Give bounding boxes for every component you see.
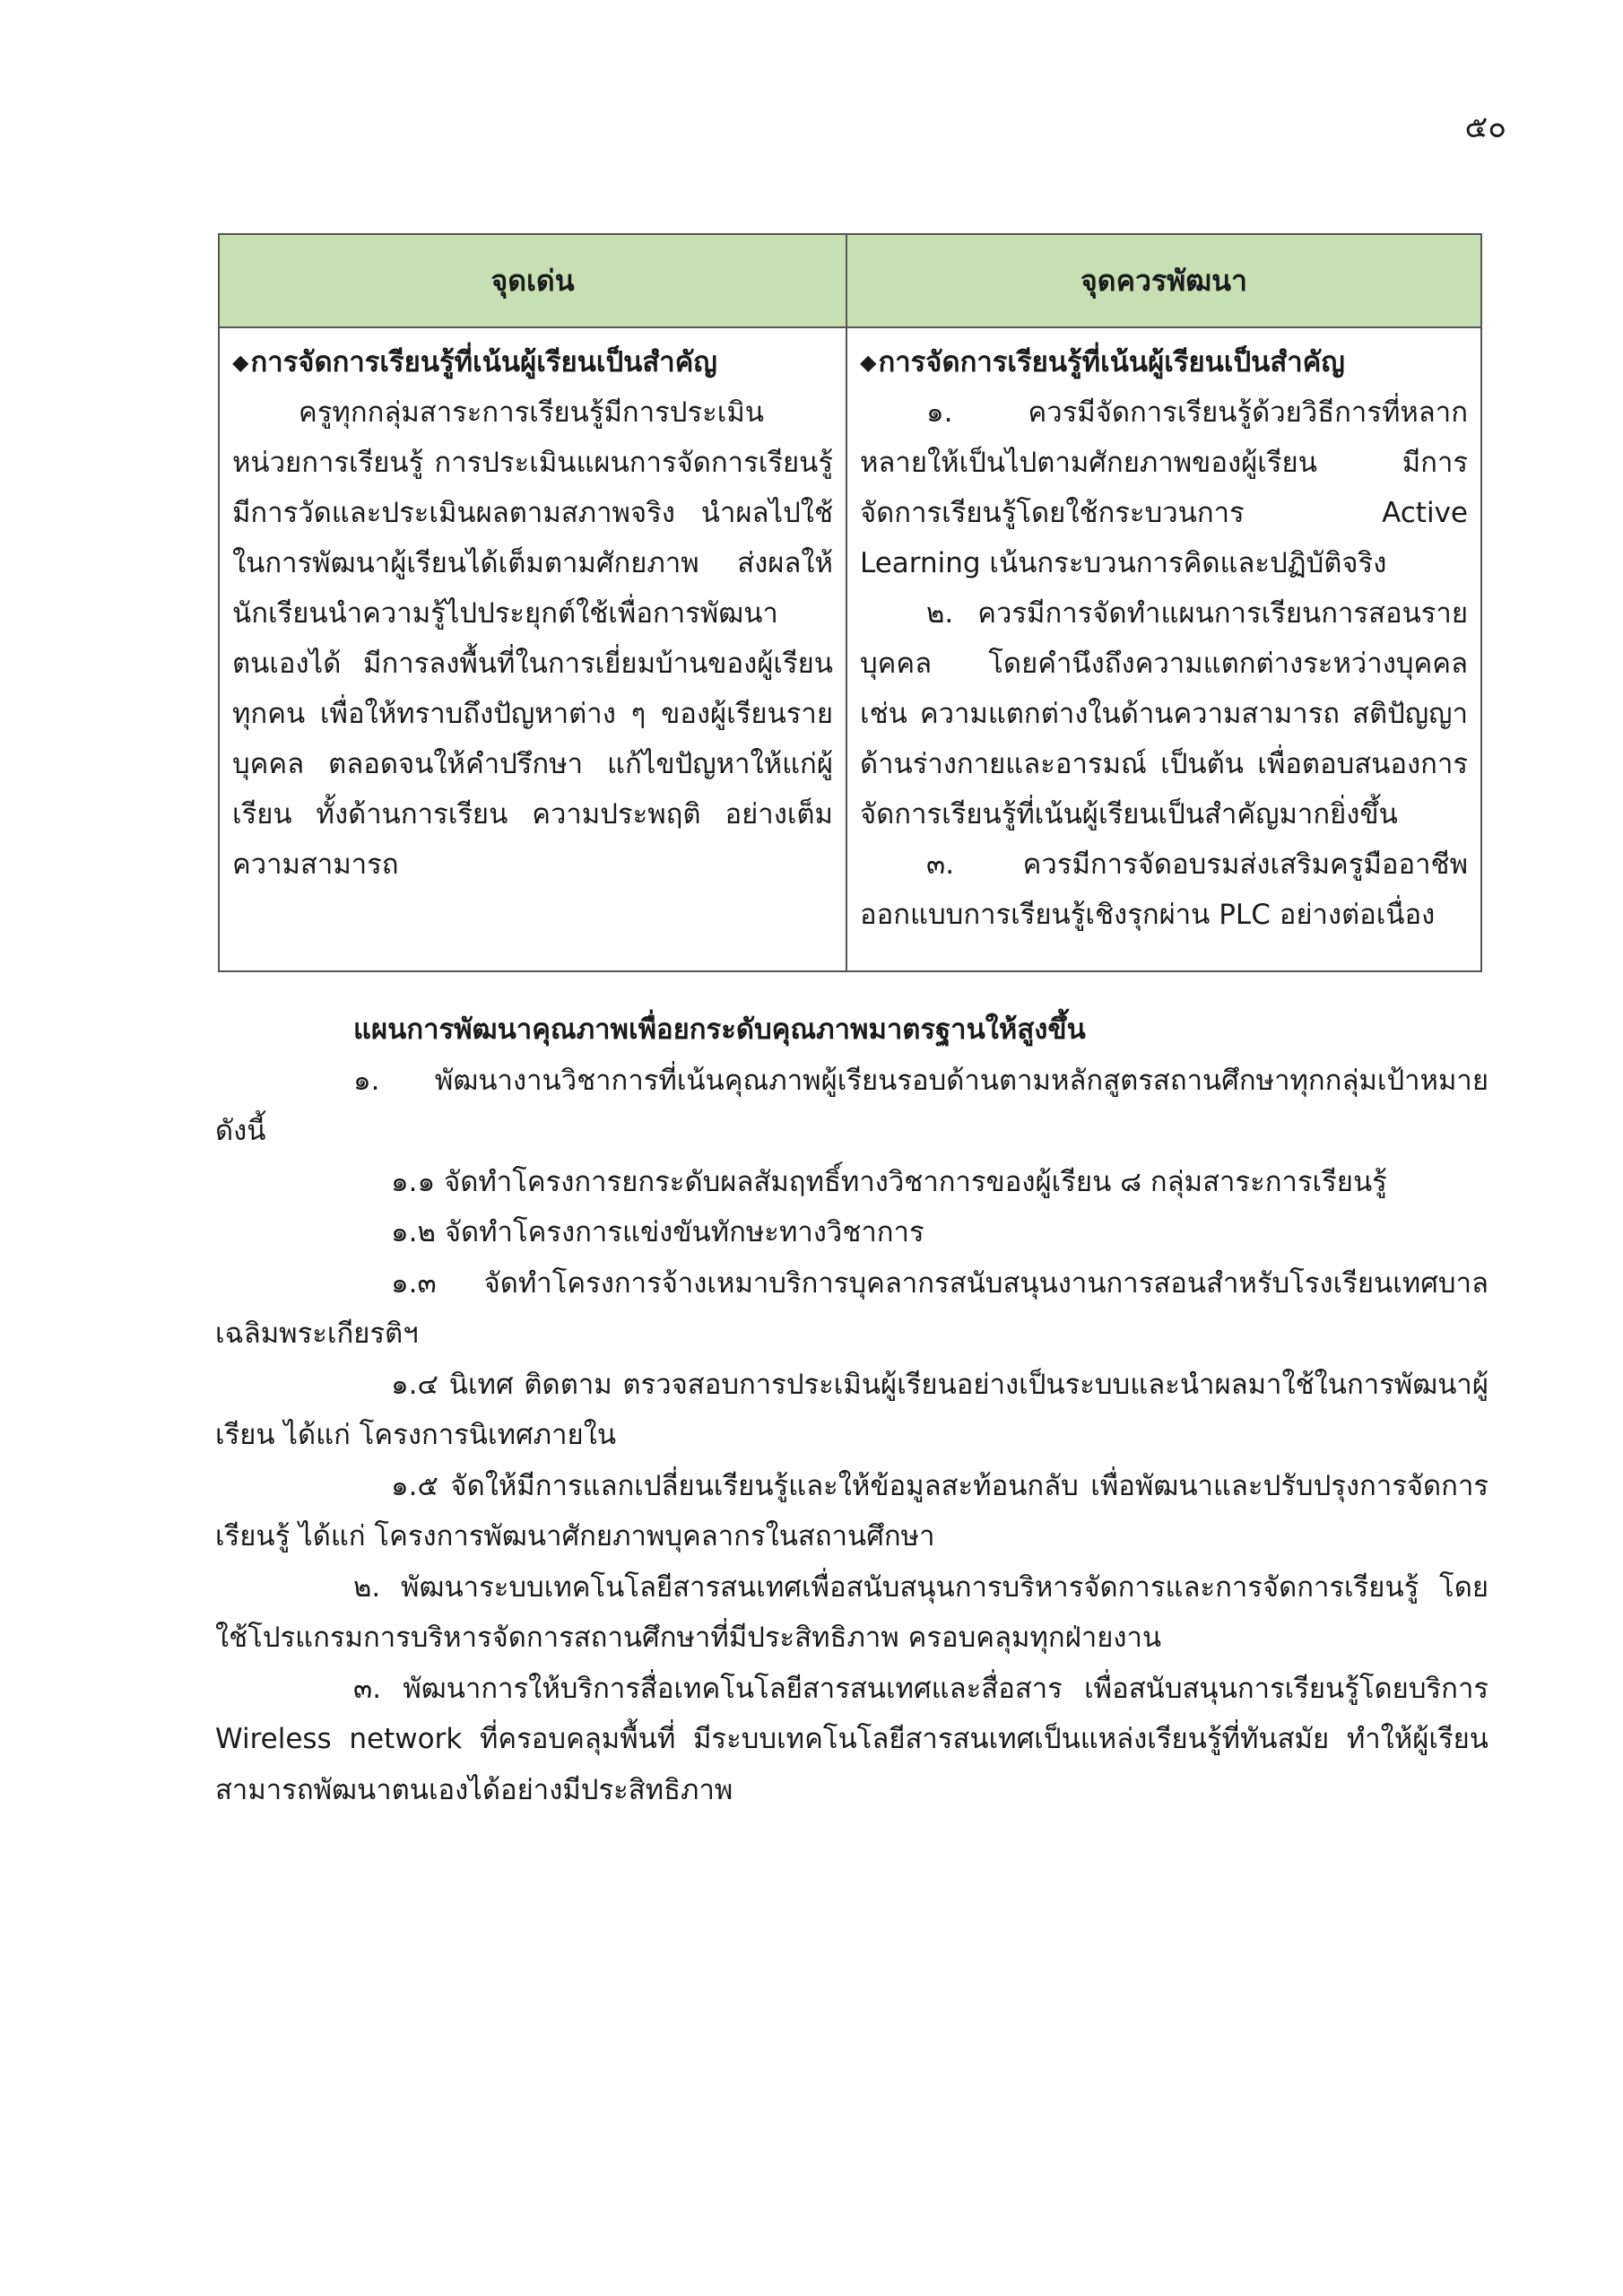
improvement-item-1: ๑. ควรมีจัดการเรียนรู้ด้วยวิธีการที่หลากหลายให้เป็นไปตามศักยภาพของผู้เรียน มีการจัดการเรียนรู้โดยใช้กระบวนการ Active Learning เน้นกระบวนการคิดและปฏิบัติจริง	[860, 396, 1468, 579]
plan-subitem-1-3: ๑.๓ จัดทำโครงการจ้างเหมาบริการบุคลากรสนับสนุนงานการสอนสำหรับโรงเรียนเทศบาลเฉลิมพระเกียรติฯ	[215, 1266, 1488, 1350]
plan-item-2: ๒. พัฒนาระบบเทคโนโลยีสารสนเทศเพื่อสนับสนุนการบริหารจัดการและการจัดการเรียนรู้ โดยใช้โปรแกรมการบริหารจัดการสถานศึกษาที่มีประสิทธิภาพ ครอบคลุมทุกฝ่ายงาน	[215, 1570, 1488, 1654]
improvements-heading-text: การจัดการเรียนรู้ที่เน้นผู้เรียนเป็นสำคัญ	[878, 346, 1345, 378]
improvements-heading	[860, 337, 1468, 387]
plan-subitem-1-2: ๑.๒ จัดทำโครงการแข่งขันทักษะทางวิชาการ	[391, 1216, 924, 1248]
improvement-item-2: ๒. ควรมีการจัดทำแผนการเรียนการสอนรายบุคคล โดยคำนึงถึงความแตกต่างระหว่างบุคคล เช่น ความแตกต่างในด้านความสามารถ สติปัญญา ด้านร่างกายและอารมณ์ เป็นต้น เพื่อตอบสนองการจัดการเรียนรู้ที่เน้นผู้เรียนเป็นสำคัญมากยิ่งขึ้น	[860, 597, 1468, 831]
strengths-improvements-table	[218, 233, 1482, 972]
improvement-item-3: ๓. ควรมีการจัดอบรมส่งเสริมครูมืออาชีพออกแบบการเรียนรู้เชิงรุกผ่าน PLC อย่างต่อเนื่อง	[860, 848, 1468, 931]
plan-item-1: ๑. พัฒนางานวิชาการที่เน้นคุณภาพผู้เรียนรอบด้านตามหลักสูตรสถานศึกษาทุกกลุ่มเป้าหมาย ดังนี้	[215, 1064, 1488, 1147]
page-number: ๕๐	[1464, 109, 1506, 145]
header-strengths: จุดเด่น	[219, 234, 846, 327]
strengths-paragraph: ครูทุกกลุ่มสาระการเรียนรู้มีการประเมินหน่วยการเรียนรู้ การประเมินแผนการจัดการเรียนรู้ มีการวัดและประเมินผลตามสภาพจริง นำผลไปใช้ในการพัฒนาผู้เรียนได้เต็มตามศักยภาพ ส่งผลให้นักเรียนนำความรู้ไปประยุกต์ใช้เพื่อการพัฒนาตนเองได้ มีการลงพื้นที่ในการเยี่ยมบ้านของผู้เรียนทุกคน เพื่อให้ทราบถึงปัญหาต่าง ๆ ของผู้เรียนรายบุคคล ตลอดจนให้คำปรึกษา แก้ไขปัญหาให้แก่ผู้เรียน ทั้งด้านการเรียน ความประพฤติ อย่างเต็มความสามารถ	[232, 396, 833, 881]
strengths-heading	[232, 337, 833, 387]
plan-title: แผนการพัฒนาคุณภาพเพื่อยกระดับคุณภาพมาตรฐานให้สูงขึ้น	[353, 1013, 1086, 1046]
improvements-cell	[846, 327, 1481, 971]
header-improvements: จุดควรพัฒนา	[846, 234, 1481, 327]
development-plan-section	[215, 1004, 1488, 1815]
plan-subitem-1-4: ๑.๔ นิเทศ ติดตาม ตรวจสอบการประเมินผู้เรียนอย่างเป็นระบบและนำผลมาใช้ในการพัฒนาผู้เรียน ได้แก่ โครงการนิเทศภายใน	[215, 1368, 1488, 1451]
plan-subitem-1-1: ๑.๑ จัดทำโครงการยกระดับผลสัมฤทธิ์ทางวิชาการของผู้เรียน ๘ กลุ่มสาระการเรียนรู้	[391, 1165, 1387, 1198]
table-header-row	[219, 234, 1481, 327]
table-row	[219, 327, 1481, 971]
strengths-cell	[219, 327, 846, 971]
diamond-bullet-icon: ◆	[232, 350, 249, 375]
strengths-heading-text: การจัดการเรียนรู้ที่เน้นผู้เรียนเป็นสำคัญ	[250, 346, 717, 378]
diamond-bullet-icon: ◆	[860, 350, 877, 375]
plan-subitem-1-5: ๑.๕ จัดให้มีการแลกเปลี่ยนเรียนรู้และให้ข้อมูลสะท้อนกลับ เพื่อพัฒนาและปรับปรุงการจัดการเรียนรู้ ได้แก่ โครงการพัฒนาศักยภาพบุคลากรในสถานศึกษา	[215, 1469, 1488, 1552]
plan-item-3: ๓. พัฒนาการให้บริการสื่อเทคโนโลยีสารสนเทศและสื่อสาร เพื่อสนับสนุนการเรียนรู้โดยบริการ Wireless network ที่ครอบคลุมพื้นที่ มีระบบเทคโนโลยีสารสนเทศเป็นแหล่งเรียนรู้ที่ทันสมัย ทำให้ผู้เรียนสามารถพัฒนาตนเองได้อย่างมีประสิทธิภาพ	[215, 1672, 1488, 1806]
